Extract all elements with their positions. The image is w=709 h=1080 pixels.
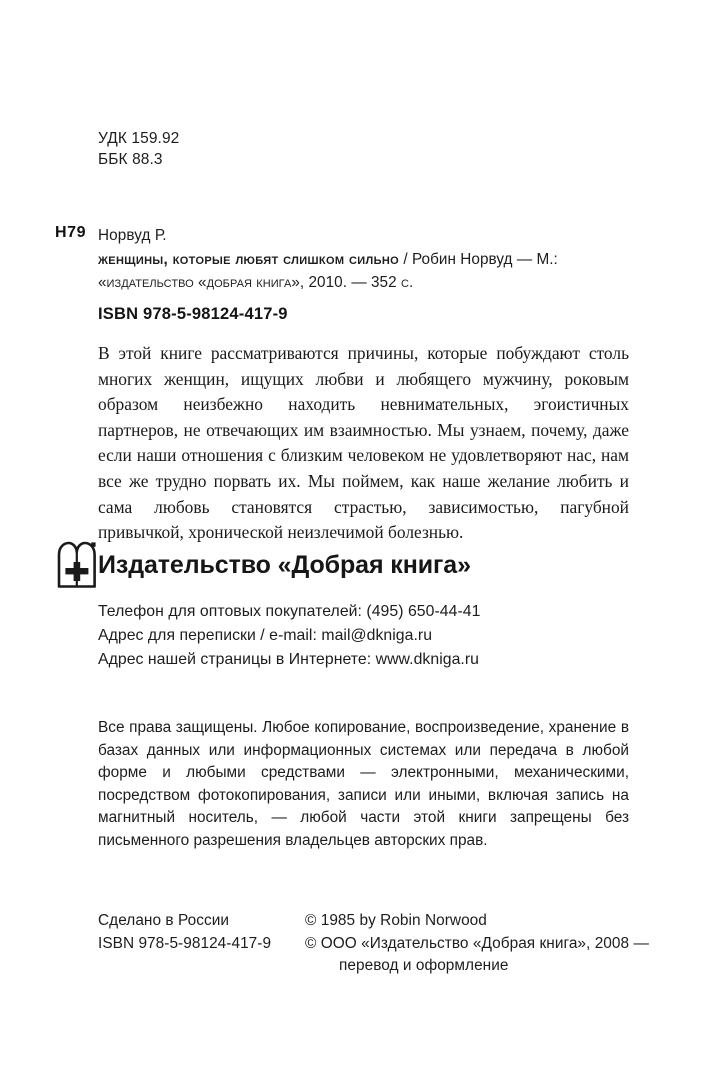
copyright-publisher: © ООО «Издательство «Добрая книга», 2008 — — [305, 934, 649, 952]
catalogue-title-separator: / — [399, 251, 412, 269]
made-in-label: Сделано в России — [98, 912, 230, 929]
catalogue-author: Норвуд Р. — [98, 227, 167, 244]
annotation-paragraph: В этой книге рассматриваются причины, которые побуждают столь многих женщин, ищущих любви и любящего мужчину, роковым образом неизбежно находить невнимательных, эгоистичных партнеров, не отвечающих им взаимностью. Мы узнаем, почему, даже если наши отношения с близким человеком не удовлетворяют нас, нам все же трудно порвать их. Мы поймем, как наше желание любить и сама любовь становятся страстью, зависимостью, пагубной привычкой, хронической неизлечимой болезнью. — [98, 343, 629, 543]
udk-code: УДК 159.92 — [98, 130, 180, 147]
contact-email[interactable]: Адрес для переписки / e-mail: mail@dkniga.ru — [98, 626, 433, 644]
classification-codes — [98, 128, 179, 170]
footer-left-block — [98, 910, 271, 955]
contact-website[interactable]: Адрес нашей страницы в Интернете: www.dkniga.ru — [98, 650, 480, 668]
contact-phone: Телефон для оптовых покупателей: (495) 650-44-41 — [98, 603, 481, 620]
copyright-publisher-continuation: перевод и оформление — [339, 957, 509, 975]
publisher-contacts — [98, 600, 480, 671]
publisher-name: Издательство «Добрая книга» — [98, 551, 471, 579]
catalogue-title: женщины, которые любят слишком сильно — [98, 251, 400, 269]
isbn-main: ISBN 978-5-98124-417-9 — [98, 305, 288, 323]
rights-paragraph: Все права защищены. Любое копирование, воспроизведение, хранение в базах данных или информационных системах или передача в любой форме и любыми средствами — электронными, механическими, посредством фотокопирования, записи или иными, включая запись на магнитный носитель, — любой части этой книги запрещены без письменного разрешения владельцев авторских прав. — [98, 719, 629, 849]
footer-right-block — [305, 910, 649, 978]
catalogue-author-full: Робин Норвуд — М.: — [411, 251, 558, 269]
catalogue-entry — [98, 224, 632, 295]
dobraya-kniga-book-icon — [56, 540, 100, 590]
copyright-original: © 1985 by Robin Norwood — [305, 912, 487, 929]
bbk-code: ББК 88.3 — [98, 151, 163, 168]
catalogue-title-line — [98, 248, 632, 271]
publisher-logo — [56, 540, 100, 590]
catalogue-publisher-line: «издательство «добрая книга», 2010. — 352 с. — [98, 274, 414, 292]
footer-isbn: ISBN 978-5-98124-417-9 — [98, 934, 272, 952]
catalogue-marker: Н79 — [55, 224, 87, 241]
